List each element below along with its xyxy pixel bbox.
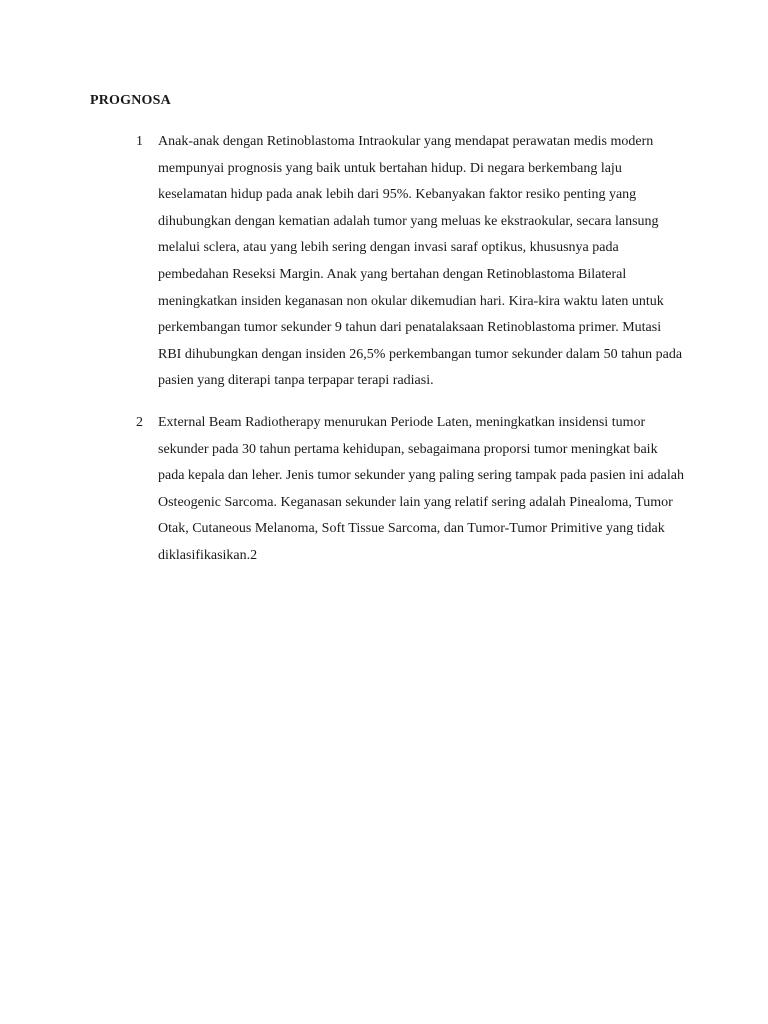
list-item-text: Anak-anak dengan Retinoblastoma Intraokular yang mendapat perawatan medis modern mempunyai prognosis yang baik untuk bertahan hidup. Di negara berkembang laju keselamatan hidup pada anak lebih dari 95%. Kebanyakan faktor resiko penting yang dihubungkan dengan kematian adalah tumor yang meluas ke ekstraokular, secara lansung melalui sclera, atau yang lebih sering dengan invasi saraf optikus, khususnya pada pembedahan Reseksi Margin. Anak yang bertahan dengan Retinoblastoma Bilateral meningkatkan insiden keganasan non okular dikemudian hari. Kira-kira waktu laten untuk perkembangan tumor sekunder 9 tahun dari penatalaksaan Retinoblastoma primer. Mutasi RBI dihubungkan dengan insiden 26,5% perkembangan tumor sekunder dalam 50 tahun pada pasien yang diterapi tanpa terpapar terapi radiasi. [158,134,683,389]
list-item-number: 1 [136,134,143,149]
page-title: PROGNOSA [90,93,171,108]
list-item-number: 2 [136,414,143,430]
list-item [136,410,696,570]
prognosis-list [136,129,696,585]
list-item [136,129,696,395]
list-item-text: External Beam Radiotherapy menurukan Periode Laten, meningkatkan insidensi tumor sekunder pada 30 tahun pertama kehidupan, sebagaimana proporsi tumor meningkat baik pada kepala dan leher. Jenis tumor sekunder yang paling sering tampak pada pasien ini adalah Osteogenic Sarcoma. Keganasan sekunder lain yang relatif sering adalah Pinealoma, Tumor Otak, Cutaneous Melanoma, Soft Tissue Sarcoma, dan Tumor-Tumor Primitive yang tidak diklasifikasikan.2 [158,414,684,563]
